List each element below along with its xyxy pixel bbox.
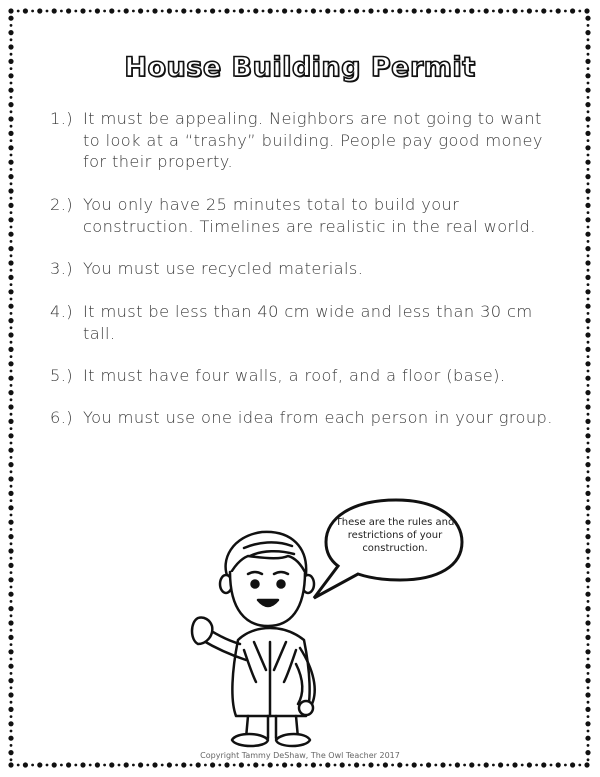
rule-number: 1.) — [50, 109, 73, 128]
speech-bubble-text: These are the rules and restrictions of your construction. — [335, 517, 455, 554]
rule-text: You only have 25 minutes total to build your construction. Timelines are realistic in the real world. — [83, 195, 536, 236]
rule-text: It must have four walls, a roof, and a floor (base). — [83, 366, 506, 385]
rule-text: It must be less than 40 cm wide and less than 30 cm tall. — [83, 302, 533, 343]
rule-text: You must use one idea from each person in your group. — [83, 408, 553, 427]
rule-number: 3.) — [50, 259, 73, 278]
rule-number: 4.) — [50, 302, 73, 321]
rule-number: 2.) — [50, 195, 73, 214]
page-title: House Building Permit — [124, 52, 476, 83]
copyright-text: Copyright Tammy DeShaw, The Owl Teacher 2017 — [200, 751, 400, 760]
rule-text: It must be appealing. Neighbors are not going to want to look at a “trashy” building. People pay good money for their property. — [83, 109, 543, 171]
rule-text: You must use recycled materials. — [83, 259, 364, 278]
rule-number: 5.) — [50, 366, 73, 385]
rule-number: 6.) — [50, 408, 73, 427]
